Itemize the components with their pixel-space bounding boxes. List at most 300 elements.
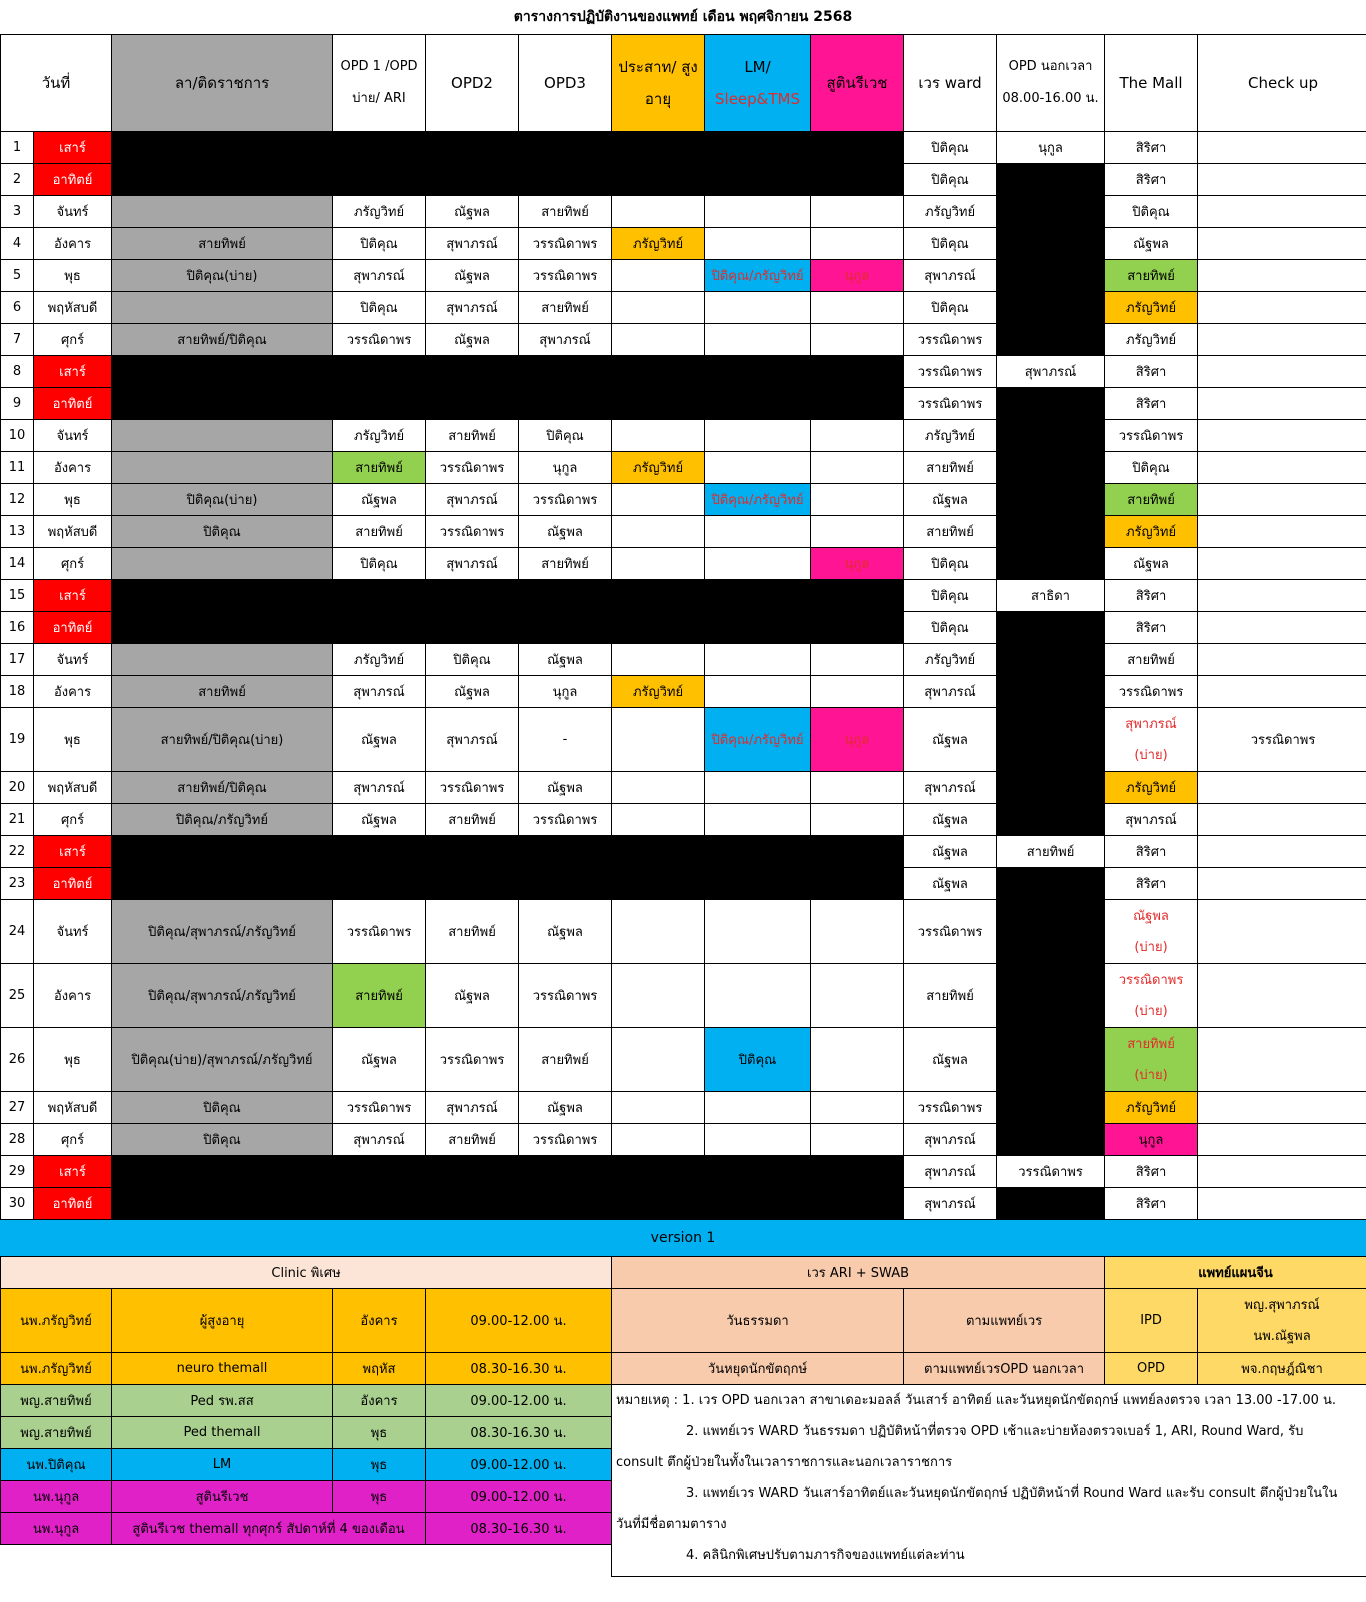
lm-cell [705,804,811,836]
ward-cell: วรรณิดาพร [904,1092,997,1124]
lm-cell [705,292,811,324]
opd2-cell: วรรณิดาพร [426,452,519,484]
weekday: อังคาร [34,676,112,708]
spacer-cell [1,1545,612,1577]
mall-cell: ปิติคุณ [1105,452,1198,484]
obgyn-cell: นุกูล [811,260,904,292]
leave-cell: ปิติคุณ/สุพาภรณ์/ภรัญวิทย์ [112,964,333,1028]
opd-after-cell [997,868,1105,900]
mall-note: (บ่าย) [1134,747,1168,763]
weekday: อังคาร [34,452,112,484]
header-opd3: OPD3 [519,35,612,132]
neuro-cell [612,516,705,548]
checkup-cell [1198,132,1366,164]
lm-cell: ปิติคุณ [705,1028,811,1092]
weekday: พุธ [34,260,112,292]
checkup-cell [1198,420,1366,452]
schedule-body [1,132,1366,1220]
opd1-cell: สุพาภรณ์ [333,772,426,804]
opd-after-cell [997,516,1105,548]
weekday: พฤหัสบดี [34,292,112,324]
opd-after-cell [997,548,1105,580]
table-row [1,420,1366,452]
weekend-block [112,388,904,420]
obgyn-cell [811,516,904,548]
weekend-block [112,836,904,868]
weekday: อาทิตย์ [34,1188,112,1220]
ward-cell: ณัฐพล [904,836,997,868]
table-row [1,708,1366,772]
mall-cell: สิริศา [1105,164,1198,196]
obgyn-cell [811,772,904,804]
opd-after-cell: สายทิพย์ [997,836,1105,868]
neuro-cell [612,1028,705,1092]
opd2-cell: สุพาภรณ์ [426,228,519,260]
opd2-cell: สายทิพย์ [426,1124,519,1156]
clinic-time: 09.00-12.00 น. [426,1289,612,1353]
checkup-cell [1198,228,1366,260]
clinic-name: สูตินรีเวช themall ทุกศุกร์ สัปดาห์ที่ 4 ของเดือน [112,1513,426,1545]
neuro-cell: ภรัญวิทย์ [612,676,705,708]
clinic-day: พุธ [333,1481,426,1513]
day-number: 13 [1,516,34,548]
day-number: 23 [1,868,34,900]
ward-cell: ณัฐพล [904,1028,997,1092]
clinic-name: LM [112,1449,333,1481]
mall-name: วรรณิดาพร [1118,972,1184,988]
leave-cell: ปิติคุณ(บ่าย) [112,484,333,516]
opd1-cell: วรรณิดาพร [333,1092,426,1124]
obgyn-cell [811,644,904,676]
clinic-day: พฤหัส [333,1353,426,1385]
mall-cell: ภรัญวิทย์ [1105,324,1198,356]
opd3-cell: - [519,708,612,772]
weekday: อาทิตย์ [34,612,112,644]
opd3-cell: ณัฐพล [519,1092,612,1124]
ward-cell: สายทิพย์ [904,964,997,1028]
table-row [1,644,1366,676]
table-row [1,1156,1366,1188]
weekday: พุธ [34,708,112,772]
obgyn-cell: นุกูล [811,548,904,580]
weekend-block [112,356,904,388]
weekday: พฤหัสบดี [34,772,112,804]
day-number: 4 [1,228,34,260]
chinese-title: แพทย์แผนจีน [1105,1257,1366,1289]
note-2-cont: consult ตึกผู้ป่วยในทั้งในเวลาราชการและนอกเวลาราชการ [616,1455,953,1470]
header-opd-after: OPD นอกเวลา 08.00-16.00 น. [997,35,1105,132]
neuro-cell [612,260,705,292]
checkup-cell [1198,260,1366,292]
mall-cell: สิริศา [1105,612,1198,644]
weekend-block [112,164,904,196]
header-day: วันที่ [1,35,112,132]
opd1-cell: สุพาภรณ์ [333,260,426,292]
header-row [1,35,1366,132]
ward-cell: สายทิพย์ [904,452,997,484]
leave-cell: สายทิพย์ [112,228,333,260]
opd1-cell: ณัฐพล [333,1028,426,1092]
checkup-cell [1198,164,1366,196]
table-row [1,1124,1366,1156]
checkup-cell [1198,1124,1366,1156]
obgyn-cell [811,804,904,836]
clinic-name: Ped รพ.สส [112,1385,333,1417]
opd1-cell: สายทิพย์ [333,452,426,484]
header-leave: ลา/ติดราชการ [112,35,333,132]
table-row [1,1028,1366,1092]
opd1-cell: ณัฐพล [333,708,426,772]
leave-cell: ปิติคุณ/สุพาภรณ์/ภรัญวิทย์ [112,900,333,964]
opd-after-cell [997,772,1105,804]
checkup-cell [1198,324,1366,356]
opd1-cell: สุพาภรณ์ [333,676,426,708]
opd-after-cell [997,900,1105,964]
day-number: 19 [1,708,34,772]
lm-cell [705,420,811,452]
obgyn-cell [811,420,904,452]
opd2-cell: สุพาภรณ์ [426,292,519,324]
day-number: 10 [1,420,34,452]
opd2-cell: สุพาภรณ์ [426,708,519,772]
table-row [1,196,1366,228]
ward-cell: ปิติคุณ [904,292,997,324]
day-number: 27 [1,1092,34,1124]
leave-cell: ปิติคุณ/ภรัญวิทย์ [112,804,333,836]
ward-cell: สุพาภรณ์ [904,260,997,292]
weekday: ศุกร์ [34,324,112,356]
neuro-cell [612,484,705,516]
header-obgyn: สูตินรีเวช [811,35,904,132]
bottom-body [1,1257,1366,1577]
opd3-cell: สายทิพย์ [519,1028,612,1092]
checkup-cell [1198,836,1366,868]
clinic-day: พุธ [333,1449,426,1481]
header-lm [705,35,811,132]
clinic-name: สูตินรีเวช [112,1481,333,1513]
ward-cell: สายทิพย์ [904,516,997,548]
weekend-block [112,612,904,644]
leave-cell: ปิติคุณ [112,1092,333,1124]
day-number: 25 [1,964,34,1028]
checkup-cell [1198,452,1366,484]
neuro-cell [612,324,705,356]
note-3: 3. แพทย์เวร WARD วันเสาร์อาทิตย์และวันหยุดนักขัตฤกษ์ ปฏิบัติหน้าที่ Round Ward และรับ consult ตึกผู้ป่วยในใน [686,1486,1338,1501]
checkup-cell [1198,580,1366,612]
obgyn-cell [811,900,904,964]
neuro-cell [612,292,705,324]
clinic-name: Ped themall [112,1417,333,1449]
day-number: 30 [1,1188,34,1220]
table-row [1,868,1366,900]
day-number: 3 [1,196,34,228]
table-row [1,1188,1366,1220]
clinic-name: ผู้สูงอายุ [112,1289,333,1353]
opd-after-cell [997,388,1105,420]
bottom-table [0,1256,1366,1577]
mall-cell: สิริศา [1105,1188,1198,1220]
neuro-cell [612,804,705,836]
header-ward: เวร ward [904,35,997,132]
mall-name: ณัฐพล [1133,908,1169,924]
lm-cell [705,964,811,1028]
opd1-cell: วรรณิดาพร [333,324,426,356]
weekday: อังคาร [34,964,112,1028]
opd-after-cell [997,420,1105,452]
day-number: 24 [1,900,34,964]
header-opd1: OPD 1 /OPD บ่าย/ ARI [333,35,426,132]
checkup-cell [1198,644,1366,676]
opd2-cell: สายทิพย์ [426,804,519,836]
clinic-time: 08.30-16.30 น. [426,1513,612,1545]
day-number: 17 [1,644,34,676]
day-number: 22 [1,836,34,868]
opd2-cell: วรรณิดาพร [426,772,519,804]
mall-cell: สิริศา [1105,580,1198,612]
opd3-cell: ณัฐพล [519,900,612,964]
ward-cell: สุพาภรณ์ [904,676,997,708]
chinese-doctor-2: นพ.ณัฐพล [1253,1328,1311,1344]
opd2-cell: สุพาภรณ์ [426,484,519,516]
bottom-header-row [1,1257,1366,1289]
table-row [1,548,1366,580]
opd1-cell: ปิติคุณ [333,292,426,324]
opd-after-cell [997,484,1105,516]
opd-after-cell: นุกูล [997,132,1105,164]
checkup-cell [1198,1188,1366,1220]
clinic-doctor: พญ.สายทิพย์ [1,1385,112,1417]
day-number: 18 [1,676,34,708]
opd3-cell: วรรณิดาพร [519,484,612,516]
leave-cell: ปิติคุณ [112,516,333,548]
day-number: 16 [1,612,34,644]
table-row [1,1092,1366,1124]
day-number: 20 [1,772,34,804]
obgyn-cell [811,1124,904,1156]
table-row [1,324,1366,356]
clinic-doctor: นพ.ภรัญวิทย์ [1,1289,112,1353]
opd-after-cell [997,452,1105,484]
opd1-cell: ณัฐพล [333,484,426,516]
opd2-cell: ณัฐพล [426,676,519,708]
ward-cell: ณัฐพล [904,804,997,836]
opd2-cell: ณัฐพล [426,324,519,356]
mall-cell: สิริศา [1105,132,1198,164]
obgyn-cell [811,228,904,260]
mall-note: (บ่าย) [1134,1067,1168,1083]
clinic-time: 08.30-16.30 น. [426,1417,612,1449]
ward-cell: วรรณิดาพร [904,388,997,420]
day-number: 9 [1,388,34,420]
opd3-cell: ณัฐพล [519,772,612,804]
opd1-cell: ภรัญวิทย์ [333,196,426,228]
day-number: 5 [1,260,34,292]
lm-cell [705,1092,811,1124]
table-row [1,132,1366,164]
checkup-cell [1198,196,1366,228]
checkup-cell [1198,388,1366,420]
table-row [1,484,1366,516]
opd2-cell: สายทิพย์ [426,420,519,452]
weekday: อาทิตย์ [34,868,112,900]
opd2-cell: วรรณิดาพร [426,516,519,548]
obgyn-cell [811,1028,904,1092]
day-number: 7 [1,324,34,356]
lm-cell [705,516,811,548]
ward-cell: ปิติคุณ [904,612,997,644]
opd2-cell: วรรณิดาพร [426,1028,519,1092]
neuro-cell [612,900,705,964]
clinic-row [1,1385,1366,1417]
checkup-cell [1198,516,1366,548]
header-mall: The Mall [1105,35,1198,132]
ward-cell: ณัฐพล [904,868,997,900]
lm-cell [705,196,811,228]
opd3-cell: ปิติคุณ [519,420,612,452]
table-row [1,964,1366,1028]
opd-after-cell [997,292,1105,324]
checkup-cell [1198,964,1366,1028]
leave-cell [112,292,333,324]
lm-cell [705,676,811,708]
lm-cell [705,1124,811,1156]
opd-after-cell [997,1188,1105,1220]
clinic-time: 09.00-12.00 น. [426,1449,612,1481]
checkup-cell [1198,772,1366,804]
ward-cell: สุพาภรณ์ [904,1188,997,1220]
obgyn-cell [811,196,904,228]
weekday: จันทร์ [34,900,112,964]
ward-cell: ปิติคุณ [904,164,997,196]
clinic-time: 08.30-16.30 น. [426,1353,612,1385]
lm-cell [705,548,811,580]
table-row [1,228,1366,260]
weekend-block [112,580,904,612]
mall-cell: สิริศา [1105,868,1198,900]
ward-cell: วรรณิดาพร [904,900,997,964]
weekday: พฤหัสบดี [34,516,112,548]
chinese-doctor-1: พญ.สุพาภรณ์ [1244,1297,1320,1313]
weekday: เสาร์ [34,1156,112,1188]
weekday: พุธ [34,1028,112,1092]
clinic-doctor: พญ.สายทิพย์ [1,1417,112,1449]
note-2: 2. แพทย์เวร WARD วันธรรมดา ปฏิบัติหน้าที่ตรวจ OPD เช้าและบ่ายห้องตรวจเบอร์ 1, ARI, Round Ward, รับ [686,1424,1304,1439]
notes-block [612,1385,1366,1577]
ari-duty: ตามแพทย์เวร [904,1289,1105,1353]
lm-cell: ปิติคุณ/ภรัญวิทย์ [705,484,811,516]
weekday: เสาร์ [34,836,112,868]
opd-after-cell [997,228,1105,260]
checkup-cell [1198,612,1366,644]
checkup-cell [1198,548,1366,580]
opd-after-cell [997,196,1105,228]
mall-name: สุพาภรณ์ [1125,716,1177,732]
opd3-cell: วรรณิดาพร [519,804,612,836]
header-opd2: OPD2 [426,35,519,132]
weekday: เสาร์ [34,132,112,164]
day-number: 15 [1,580,34,612]
checkup-cell [1198,356,1366,388]
opd1-cell: ภรัญวิทย์ [333,420,426,452]
note-3-cont: วันที่มีชื่อตามตาราง [616,1517,727,1532]
mall-cell: ภรัญวิทย์ [1105,772,1198,804]
ari-day-type: วันหยุดนักขัตฤกษ์ [612,1353,904,1385]
leave-cell: สายทิพย์ [112,676,333,708]
clinic-time: 09.00-12.00 น. [426,1481,612,1513]
day-number: 26 [1,1028,34,1092]
weekday: ศุกร์ [34,548,112,580]
mall-cell: วรรณิดาพร [1105,676,1198,708]
mall-cell [1105,900,1198,964]
lm-cell [705,452,811,484]
leave-cell [112,644,333,676]
mall-note: (บ่าย) [1134,1003,1168,1019]
mall-cell: สายทิพย์ [1105,260,1198,292]
opd3-cell: วรรณิดาพร [519,260,612,292]
table-row [1,676,1366,708]
obgyn-cell [811,324,904,356]
ward-cell: สุพาภรณ์ [904,772,997,804]
weekday: พฤหัสบดี [34,1092,112,1124]
weekend-block [112,1188,904,1220]
table-row [1,260,1366,292]
obgyn-cell: นุกูล [811,708,904,772]
opd1-cell: ปิติคุณ [333,228,426,260]
weekday: เสาร์ [34,580,112,612]
mall-cell: ณัฐพล [1105,228,1198,260]
weekend-block [112,868,904,900]
table-row [1,388,1366,420]
opd1-cell: สายทิพย์ [333,964,426,1028]
opd3-cell: นุกูล [519,452,612,484]
day-number: 28 [1,1124,34,1156]
clinic-row [1,1289,1366,1353]
obgyn-cell [811,1092,904,1124]
leave-cell: สายทิพย์/ปิติคุณ [112,772,333,804]
opd1-cell: วรรณิดาพร [333,900,426,964]
ward-cell: ภรัญวิทย์ [904,644,997,676]
opd-after-cell [997,708,1105,772]
page-title: ตารางการปฏิบัติงานของแพทย์ เดือน พฤศจิกายน 2568 [513,9,853,25]
obgyn-cell [811,484,904,516]
ward-cell: ปิติคุณ [904,132,997,164]
table-row [1,772,1366,804]
mall-cell: ภรัญวิทย์ [1105,292,1198,324]
table-row [1,452,1366,484]
header-lm-line2: Sleep&TMS [715,90,801,108]
weekday: จันทร์ [34,644,112,676]
lm-cell [705,644,811,676]
opd-after-cell [997,964,1105,1028]
checkup-cell [1198,900,1366,964]
mall-cell: สิริศา [1105,388,1198,420]
opd-after-cell [997,804,1105,836]
header-lm-line1: LM/ [744,58,771,76]
opd-after-cell [997,1124,1105,1156]
obgyn-cell [811,452,904,484]
weekday: อาทิตย์ [34,388,112,420]
obgyn-cell [811,964,904,1028]
ward-cell: ปิติคุณ [904,580,997,612]
mall-cell: ภรัญวิทย์ [1105,1092,1198,1124]
lm-cell [705,324,811,356]
mall-cell: นุกูล [1105,1124,1198,1156]
opd2-cell: ณัฐพล [426,196,519,228]
neuro-cell: ภรัญวิทย์ [612,452,705,484]
opd-after-cell [997,644,1105,676]
ward-cell: วรรณิดาพร [904,324,997,356]
opd2-cell: ณัฐพล [426,964,519,1028]
